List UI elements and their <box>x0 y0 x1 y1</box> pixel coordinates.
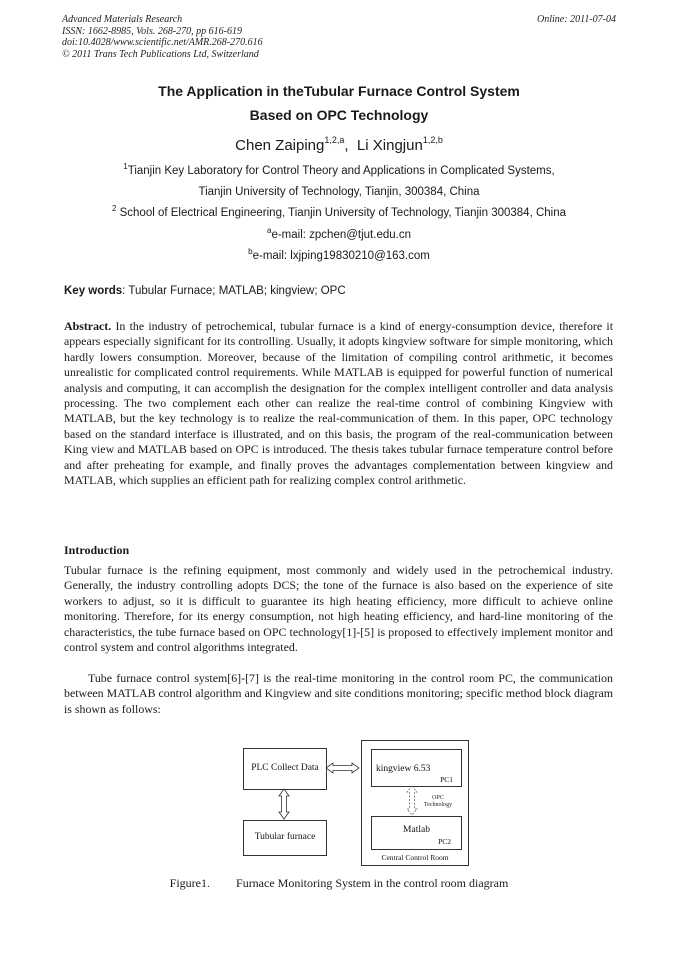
opc-label <box>418 795 458 809</box>
author-1: Chen Zaiping <box>235 137 325 154</box>
affiliation-2-mark: 2 <box>111 204 117 213</box>
email-a <box>0 228 678 243</box>
journal-name: Advanced Materials Research <box>62 14 183 25</box>
introduction-paragraph-2: Tube furnace control system[6]-[7] is the real-time monitoring in the control room PC, the communication between MATLAB control algorithm and Kingview and site conditions monitoring; specific method block diagram is shown as follows: <box>64 671 613 716</box>
kingview-label: kingview 6.53 <box>376 764 431 774</box>
author-separator: , <box>344 137 357 154</box>
affiliation-1-text: Tianjin Key Laboratory for Control Theory and Applications in Complicated Systems, <box>127 165 555 177</box>
email-a-mark: a <box>267 226 272 235</box>
keywords-label: Key words <box>64 285 123 297</box>
figure-1-caption <box>0 876 678 891</box>
plc-furnace-arrow <box>279 789 289 819</box>
journal-copyright: © 2011 Trans Tech Publications Ltd, Switzerland <box>62 48 259 60</box>
email-b <box>0 249 678 264</box>
email-a-text: e-mail: zpchen@tjut.edu.cn <box>271 229 411 241</box>
affiliation-1-line1 <box>0 164 678 179</box>
affiliation-1-line2: Tianjin University of Technology, Tianjin, 300384, China <box>198 186 480 198</box>
pc2-label: PC2 <box>438 837 451 846</box>
figure-1-text: Furnace Monitoring System in the control room diagram <box>236 876 509 890</box>
online-date: Online: 2011-07-04 <box>537 14 616 25</box>
affiliation-2 <box>0 206 678 221</box>
plc-box <box>243 748 327 790</box>
matlab-label: Matlab <box>403 825 430 835</box>
introduction-heading: Introduction <box>64 543 130 557</box>
paper-title-line2: Based on OPC Technology <box>249 107 429 123</box>
affiliation-2-text: School of Electrical Engineering, Tianjin University of Technology, Tianjin 300384, China <box>116 207 567 219</box>
matlab-box <box>371 816 462 850</box>
paper-title-line1: The Application in theTubular Furnace Control System <box>158 83 520 99</box>
figure-1-number: Figure1. <box>169 876 211 890</box>
abstract-text: In the industry of petrochemical, tubular furnace is a kind of energy-consumption device, therefore it appears especially significant for its controlling. Usually, it adopts kingview software for simple monitoring, which hardly lowers consumption. Moreover, because of the limitation of compiling control arithmetic, it becomes unrealistic for complicated control requirements. While MATLAB is equipped for powerful function of numerical analysis and computing, it can accomplish the designation for the complex intelligent controller and data analysis processing. The two complement each other can realize the real-time control of combining Kingview with MATLAB, but the key technology is to realize the real-communication of them. In this paper, OPC technology based on the standard interface is illustrated, and on this basis, the program of the real-communication between King view and MATLAB based on OPC is introduced. The thesis takes tubular furnace temperature control before and after preheating for example, and finally proves the advantages complementation between kingview and MATLAB, which supplies an efficient path for realizing complex control arithmetic. <box>64 319 613 488</box>
journal-issn: ISSN: 1662-8985, Vols. 268-270, pp 616-619 <box>62 25 242 37</box>
abstract <box>64 319 613 488</box>
email-b-mark: b <box>248 247 253 256</box>
journal-doi: doi:10.4028/www.scientific.net/AMR.268-270.616 <box>62 37 263 48</box>
affiliation-1-mark: 1 <box>123 162 128 171</box>
journal-header <box>62 14 263 60</box>
plc-label: PLC Collect Data <box>251 763 319 773</box>
abstract-label: Abstract. <box>64 319 112 333</box>
author-2: Li Xingjun <box>356 137 423 154</box>
keywords-text: : Tubular Furnace; MATLAB; kingview; OPC <box>122 285 346 297</box>
authors <box>0 136 678 156</box>
introduction-paragraph-1: Tubular furnace is the refining equipment, most commonly and widely used in the petrochemical industry. Generally, the industry controlling adopts DCS; the tone of the furnace is also based on the experience of site workers to adjust, so it is difficult to guarantee its high heating efficiency, more difficult to achieve online monitoring. Therefore, for its energy consumption, not high heating efficiency, and hard-line monitoring of the characteristics, the tube furnace based on OPC technology[1]-[5] is proposed to effectively implement monitor and control system and control algorithms integrated. <box>64 563 613 655</box>
pc1-label: PC1 <box>440 775 453 784</box>
opc-label-line2: Technology <box>423 802 453 808</box>
email-b-text: e-mail: lxjping19830210@163.com <box>252 250 430 262</box>
furnace-box <box>243 820 327 856</box>
opc-label-line1: OPC <box>432 795 444 801</box>
plc-kingview-arrow <box>326 763 359 773</box>
furnace-label: Tubular furnace <box>254 832 316 842</box>
central-control-room-label: Central Control Room <box>381 853 449 862</box>
author-2-affiliation: 1,2,b <box>422 135 443 145</box>
kingview-box <box>371 749 462 787</box>
keywords <box>64 284 346 299</box>
author-1-affiliation: 1,2,a <box>324 135 345 145</box>
